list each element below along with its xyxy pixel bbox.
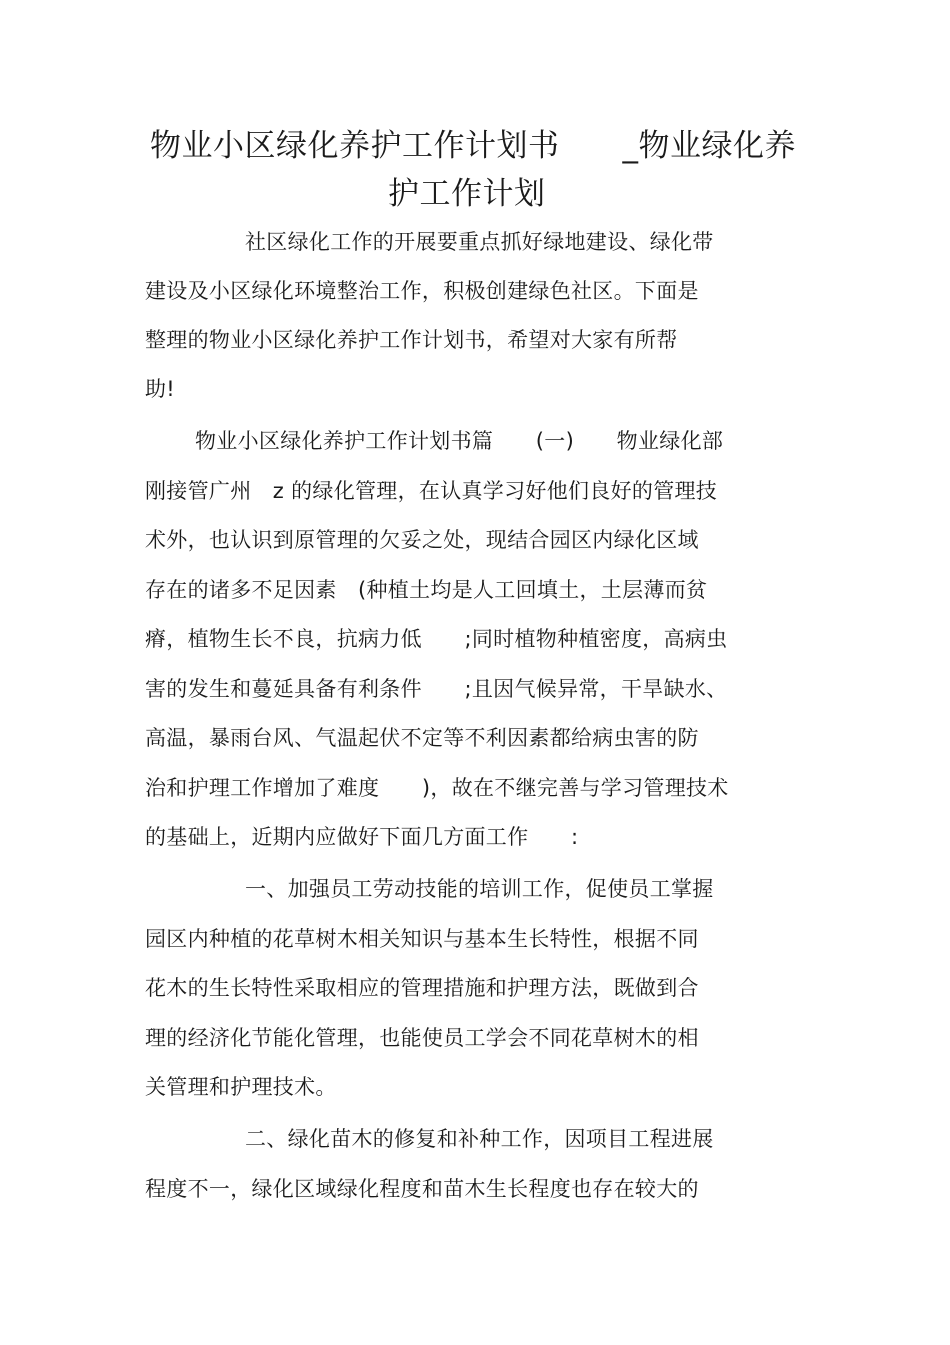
item1-line-5: 关管理和护理技术。 — [145, 1075, 337, 1099]
item2-line-1: 二、绿化苗木的修复和补种工作，因项目工程进展 — [245, 1127, 714, 1151]
intro-line-4: 助! — [145, 377, 176, 401]
section1-line-1: 物业小区绿化养护工作计划书篇 (一) 物业绿化部 — [195, 429, 724, 453]
section1-line-6: 害的发生和蔓延具备有利条件 ;且因气候异常，干旱缺水、 — [145, 677, 728, 701]
section1-line-4: 存在的诸多不足因素 (种植土均是人工回填土，土层薄而贫 — [145, 578, 708, 602]
section1-line-2: 刚接管广州 z 的绿化管理，在认真学习好他们良好的管理技 — [145, 479, 718, 503]
item1-line-2: 园区内种植的花草树木相关知识与基本生长特性，根据不同 — [145, 927, 699, 951]
section1-line-8: 治和护理工作增加了难度 )，故在不继完善与学习管理技术 — [145, 776, 729, 800]
section1-line-5: 瘠，植物生长不良，抗病力低 ;同时植物种植密度，高病虫 — [145, 627, 728, 651]
document-title-line-1: 物业小区绿化养护工作计划书 _物业绿化养 — [150, 128, 796, 164]
intro-line-3: 整理的物业小区绿化养护工作计划书，希望对大家有所帮 — [145, 328, 678, 352]
item2-line-2: 程度不一，绿化区域绿化程度和苗木生长程度也存在较大的 — [145, 1177, 699, 1201]
item1-line-1: 一、加强员工劳动技能的培训工作，促使员工掌握 — [245, 877, 714, 901]
intro-line-1: 社区绿化工作的开展要重点抓好绿地建设、绿化带 — [245, 230, 714, 254]
item1-line-3: 花木的生长特性采取相应的管理措施和护理方法，既做到合 — [145, 976, 699, 1000]
section1-line-7: 高温，暴雨台风、气温起伏不定等不利因素都给病虫害的防 — [145, 726, 699, 750]
intro-line-2: 建设及小区绿化环境整治工作，积极创建绿色社区。下面是 — [145, 279, 699, 303]
item1-line-4: 理的经济化节能化管理，也能使员工学会不同花草树木的相 — [145, 1026, 699, 1050]
section1-line-3: 术外，也认识到原管理的欠妥之处，现结合园区内绿化区域 — [145, 528, 699, 552]
document-title-line-2: 护工作计划 — [388, 176, 546, 212]
section1-line-9: 的基础上，近期内应做好下面几方面工作 : — [145, 825, 579, 849]
